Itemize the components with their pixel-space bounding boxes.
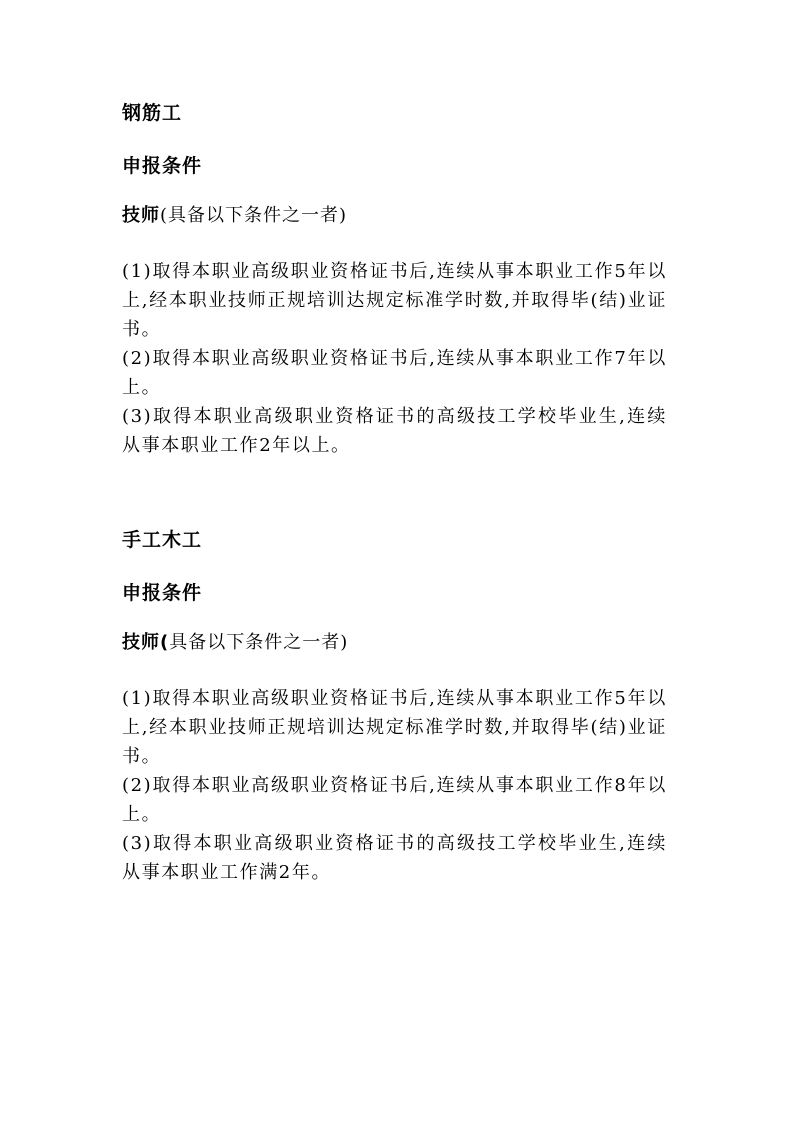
level-note: 具备以下条件之一者) — [169, 632, 349, 653]
section-subtitle: 申报条件 — [122, 582, 203, 604]
level-name: 技师( — [122, 632, 170, 653]
section-rebar-worker — [122, 100, 682, 460]
condition-item: (3)取得本职业高级职业资格证书的高级技工学校毕业生,连续从事本职业工作2年以上。 — [122, 406, 667, 456]
section-title: 钢筋工 — [122, 102, 183, 124]
condition-item: (3)取得本职业高级职业资格证书的高级技工学校毕业生,连续从事本职业工作满2年。 — [122, 833, 667, 883]
condition-item: (1)取得本职业高级职业资格证书后,连续从事本职业工作5年以上,经本职业技师正规培训达规定标准学时数,并取得毕(结)业证书。 — [122, 688, 667, 767]
condition-item: (2)取得本职业高级职业资格证书后,连续从事本职业工作7年以上。 — [122, 348, 667, 398]
level-line — [122, 203, 682, 229]
section-title: 手工木工 — [122, 529, 203, 551]
condition-item: (2)取得本职业高级职业资格证书后,连续从事本职业工作8年以上。 — [122, 775, 667, 825]
level-note: (具备以下条件之一者) — [160, 205, 348, 226]
condition-list — [122, 684, 682, 887]
condition-list — [122, 257, 682, 460]
section-subtitle: 申报条件 — [122, 155, 203, 177]
section-manual-carpenter — [122, 527, 682, 887]
level-line — [122, 630, 682, 656]
condition-item: (1)取得本职业高级职业资格证书后,连续从事本职业工作5年以上,经本职业技师正规培训达规定标准学时数,并取得毕(结)业证书。 — [122, 261, 667, 340]
level-name: 技师 — [122, 205, 160, 226]
